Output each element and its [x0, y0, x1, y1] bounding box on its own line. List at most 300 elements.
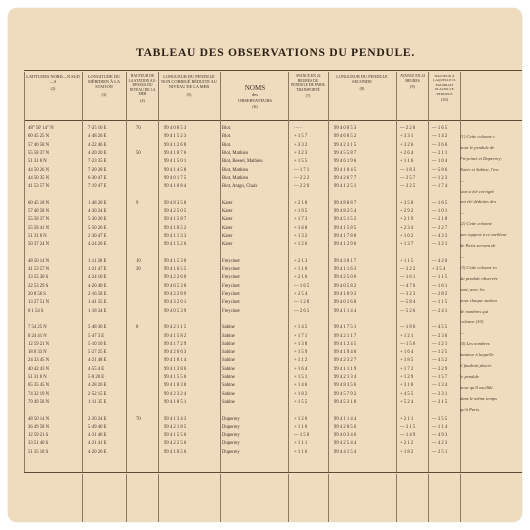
cell-longitude: 4·30 24 E	[88, 209, 107, 214]
cell-pendule-seconde: 99 4 5 3 1 8	[334, 399, 357, 405]
cell-avance: + 1 5 9	[294, 350, 308, 356]
cell-avance: + 1 7 1	[294, 333, 308, 339]
header-longitude-label: LONGITUDE DU MÉRIDIEN À LA STATION	[87, 74, 121, 90]
table-row	[8, 209, 460, 216]
cell-avance: — 1 7 1	[294, 167, 310, 173]
cell-hauteur-placer: — 4 5 5	[432, 325, 448, 331]
cell-longitude: 1·11 20 E	[88, 258, 107, 264]
cell-pendule-seconde: 99 4 1 1 6 3	[334, 267, 357, 273]
cell-hauteur-placer: — 4 5 2	[432, 358, 448, 364]
cell-hauteur-placer: — 2 2 7	[432, 225, 448, 231]
table-row	[8, 242, 460, 249]
cell-observateur: Sabine	[222, 341, 235, 347]
header-latitude-num: (2)	[50, 86, 56, 92]
header-hauteur	[128, 74, 157, 104]
cell-observateur: Sabine	[222, 358, 235, 364]
table-row	[8, 400, 460, 407]
cell-latitude: 36 49 58 N	[28, 424, 49, 430]
cell-avance: + 1 5 7	[294, 134, 308, 140]
cell-longitude: 4·21 48 E	[88, 358, 107, 364]
cell-hauteur: 10	[136, 258, 141, 264]
cell-avance-24h: + 2 1 1	[400, 416, 414, 422]
cell-avance: + 1 4 5	[294, 325, 308, 331]
cell-longueur: 99 4 1 0 8 4	[164, 184, 187, 190]
cell-avance-24h: + 3 5 8	[400, 200, 414, 206]
cell-avance-24h: — 1 4 9	[400, 433, 416, 439]
cell-longueur: 99 4 1 5 8 2	[164, 333, 187, 339]
cell-avance-24h: + 1 6 4	[400, 350, 414, 356]
cell-observateur: Kater	[222, 200, 233, 206]
cell-longitude: 1·18 34 E	[88, 308, 107, 314]
cell-longitude: 2·20 24 E	[88, 416, 107, 422]
cell-avance: — 2 2 0	[294, 184, 310, 190]
cell-hauteur: 70	[136, 126, 141, 131]
header-avance-24h	[398, 74, 427, 90]
cell-hauteur-placer: — 2 5 1	[432, 449, 448, 455]
header-latitude	[26, 74, 80, 92]
header-longueur-pendule-num: (5)	[186, 91, 192, 97]
cell-avance-24h: + 1 1 6	[400, 159, 414, 165]
cell-hauteur-placer: — 2 3 1	[432, 391, 448, 397]
margin-note-line: (3) Cette colonne in	[460, 264, 497, 270]
table-row	[8, 226, 460, 233]
cell-latitude: 44 50 26 N	[28, 167, 49, 173]
table-row	[8, 275, 460, 282]
margin-note-line: qu'à Paris.	[460, 406, 481, 412]
cell-hauteur-placer: — 2 2 9	[432, 366, 448, 372]
margin-note-line: sion a été corrigée	[460, 188, 495, 194]
cell-pendule-seconde: 99 4 2 5 4 4	[334, 441, 357, 447]
cell-observateur: Freycinet	[222, 258, 240, 264]
table-row	[8, 267, 460, 274]
margin-note-line: ont été déduites des	[460, 199, 497, 205]
cell-hauteur-placer: — 1 6 5	[432, 200, 448, 206]
cell-longueur: 99 4 1 8 5 6	[164, 449, 187, 455]
table-row	[8, 450, 460, 457]
header-hauteur-placer-label: HAUTEUR À LAQUELLE IL FAUDRAIT PLACER LE PENDULE	[433, 74, 456, 96]
cell-hauteur-placer: — 1 3 4	[432, 383, 448, 389]
cell-longueur: 99 4 0 1 7 5	[164, 175, 187, 181]
margin-note-line: le pendule	[460, 373, 480, 379]
cell-hauteur-placer: — 5 8 6	[432, 167, 448, 173]
table-row	[8, 176, 460, 183]
cell-longitude: 4·24 20 E	[88, 242, 107, 248]
margin-note-line: colonne (10)	[460, 319, 484, 325]
cell-longitude: 4·21 41 E	[88, 441, 107, 447]
cell-avance-24h: — 1 8 3	[400, 167, 416, 173]
document-page	[8, 8, 522, 522]
header-avance-num: (7)	[305, 93, 311, 99]
cell-longueur: 99 4 1 8 7 6	[164, 150, 187, 156]
cell-observateur: Biot, Mathieu	[222, 167, 249, 173]
cell-longitude: 4·20 20 E	[88, 150, 107, 156]
cell-hauteur-placer: — 1 1 5	[432, 300, 448, 306]
cell-avance: + 1 8 2	[294, 391, 308, 397]
cell-avance: + 1 5 5	[294, 399, 308, 405]
cell-avance-24h: + 2 6 4	[400, 150, 414, 156]
cell-avance-24h: — 3 2 2	[400, 267, 416, 273]
header-longitude-num: (3)	[101, 91, 107, 97]
cell-hauteur-placer: — 3 2 1	[432, 242, 448, 248]
cell-longitude: 5·49 40 E	[88, 424, 107, 430]
table-row	[8, 358, 460, 365]
cell-longitude: 2·16 58 E	[88, 292, 107, 297]
margin-note-line: de nombres qui	[460, 308, 489, 314]
cell-observateur: Kater	[222, 225, 233, 231]
table-row	[8, 383, 460, 390]
cell-pendule-seconde: 99 4 2 1 3 4	[334, 375, 357, 380]
cell-hauteur-placer: — 1 5 7	[432, 375, 448, 380]
cell-longitude: 4·20 20 E	[88, 449, 107, 455]
header-avance-label: AVANCE EN 24 HEURES DU PENDULE DE PARIS TRANSPORTÉ	[291, 74, 325, 92]
cell-observateur: Kater	[222, 217, 233, 223]
header-noms-title: NOMS	[244, 84, 266, 92]
cell-avance-24h: — 3 1 5	[400, 424, 416, 430]
cell-pendule-seconde: 99 4 1 1 4 4	[334, 416, 357, 422]
cell-latitude: 55 58 37 N	[28, 217, 49, 223]
margin-note-line: du pendule observée	[460, 275, 498, 281]
cell-pendule-seconde: 99 4 1 5 8 5	[334, 225, 357, 231]
cell-observateur: Biot, Mathieu	[222, 150, 249, 156]
cell-avance-24h: — 3 2 5	[400, 184, 416, 190]
cell-hauteur-placer: — 1 1 4	[432, 424, 448, 430]
header-latitude-label: LATITUDES NORD—N SUD—S	[26, 74, 80, 85]
cell-longitude: 5·30 20 E	[88, 217, 107, 223]
cell-observateur: Biot, Bessel, Mathieu	[222, 159, 263, 165]
cell-avance-24h: + 1 3 7	[400, 242, 414, 248]
cell-latitude: 0 1 54 S	[28, 308, 44, 314]
header-noms-line2: des	[252, 92, 258, 97]
cell-latitude: 22 53 29 S	[28, 283, 49, 289]
cell-hauteur: 9	[136, 200, 139, 206]
table-row	[8, 201, 460, 208]
cell-observateur: Kater	[222, 242, 233, 248]
cell-pendule-seconde: 99 4 8 8 8 7	[334, 200, 357, 206]
cell-avance: + 1 1 2	[294, 358, 308, 364]
cell-longueur: 99 4 3 2 0 1	[164, 300, 187, 306]
cell-pendule-seconde: 99 4 1 7 5 1	[334, 325, 357, 331]
cell-avance: + 2 1 6	[294, 275, 308, 281]
margin-note-line: —	[460, 330, 465, 336]
cell-avance-24h: — 2 5 7	[400, 175, 416, 181]
cell-longitude: 1·21 47 E	[88, 267, 107, 273]
cell-observateur: Freycinet	[222, 267, 240, 273]
cell-avance: — 2 2 2	[294, 175, 310, 181]
cell-pendule-seconde: 99 4 4 1 5 4	[334, 449, 357, 455]
header-bottom-rule	[24, 120, 522, 121]
cell-latitude: 41 53 57 N	[28, 267, 49, 273]
cell-hauteur-placer: — 2 1 8	[432, 217, 448, 223]
cell-pendule-seconde: 99 4 1 2 4 5	[334, 341, 357, 347]
header-noms	[222, 84, 288, 110]
table-row	[8, 134, 460, 141]
cell-avance-24h: + 3 3 1	[400, 134, 414, 140]
cell-longueur: 99 4 2 5 0 5	[164, 209, 187, 214]
cell-longueur: 99 4 1 6 5 5	[164, 267, 187, 273]
cell-longitude: 5·48 30 E	[88, 325, 107, 331]
cell-latitude: 20 8 56 S	[28, 292, 46, 297]
cell-pendule-seconde: 99 4 1 2 5 1	[334, 184, 357, 190]
header-hauteur-num: (4)	[140, 97, 145, 103]
cell-latitude: 74 32 19 N	[28, 391, 49, 397]
cell-longueur: 99 4 6 5 3 8	[164, 283, 187, 289]
margin-note-line: —	[460, 177, 465, 183]
cell-longitude: 4·20 40 E	[88, 283, 107, 289]
cell-latitude: 7 54 25 N	[28, 325, 47, 331]
table-row	[8, 309, 460, 316]
cell-observateur: Duperrey	[222, 449, 240, 455]
cell-longueur: 99 4 1 5 0 1	[164, 159, 187, 165]
cell-pendule-seconde: 99 4 6 1 9 6	[334, 159, 357, 165]
cell-longitude: 4·48 26 E	[88, 134, 107, 140]
header-longueur-pendule-label: LONGUEUR DU PENDULE NON CORRIGÉ RÉDUITE AU NIVEAU DE LA MER	[161, 74, 217, 90]
cell-avance: + 1 1 0	[294, 267, 308, 273]
cell-observateur: Duperrey	[222, 424, 240, 430]
cell-avance: + 1 1 1	[294, 441, 308, 447]
cell-hauteur-placer: — 1 0 4	[432, 159, 448, 165]
header-avance	[290, 74, 326, 99]
cell-pendule-seconde: 99 4 5 1 5 2	[334, 217, 357, 223]
cell-latitude: 48 50 14 N	[28, 416, 49, 422]
cell-longitude: 4·28 26 E	[88, 383, 107, 389]
cell-pendule-seconde: 99 4 1 8 9 3	[334, 292, 357, 297]
table-row	[8, 417, 460, 424]
cell-hauteur-placer: — 1 7 4	[432, 184, 448, 190]
cell-hauteur-placer: — 2 4 1	[432, 308, 448, 314]
cell-longueur: 99 4 1 5 5 6	[164, 375, 187, 380]
table-row	[8, 350, 460, 357]
cell-longitude: 5·10 10 E	[88, 341, 107, 347]
cell-longueur: 99 4 1 5 2 6	[164, 242, 187, 248]
cell-avance-24h: + 2 3 4	[400, 225, 414, 231]
cell-longitude: 5·47 3 E	[88, 333, 105, 339]
table-row	[8, 425, 460, 432]
cell-avance: + 1 7 3	[294, 217, 308, 223]
table-row	[8, 433, 460, 440]
cell-latitude: 60 45 25 N	[28, 134, 49, 140]
cell-longitude: 1·11 35 E	[88, 399, 107, 405]
cell-longueur: 99 4 1 4 5 8	[164, 167, 187, 173]
cell-longueur: 99 4 1 8 5 2	[164, 225, 187, 231]
cell-avance-24h: + 2 9 2	[400, 209, 414, 214]
cell-longueur: 99 4 2 2 6 0	[164, 275, 187, 281]
cell-pendule-seconde: 99 4 8 2 5 4	[334, 209, 357, 214]
cell-avance: — 1 2 8	[294, 300, 310, 306]
cell-longitude: 4·24 10 E	[88, 275, 107, 281]
cell-longitude: 1·41 35 E	[88, 300, 107, 306]
cell-hauteur-placer: — 3 6 6	[432, 142, 448, 148]
cell-hauteur-placer: — 4 2 6	[432, 258, 448, 264]
cell-longitude: 2·52 15 E	[88, 391, 107, 397]
cell-avance: + 1 3 2	[294, 233, 308, 239]
margin-note-line: (2) Cette colonne	[460, 221, 492, 227]
cell-latitude: 48° 50' 14" N	[28, 126, 54, 131]
cell-avance: + 2 1 8	[294, 200, 308, 206]
cell-longueur: 99 4 1 8 3 8	[164, 383, 187, 389]
footer-sep-6	[328, 474, 329, 522]
table-row	[8, 408, 460, 415]
cell-longueur: 99 4 2 1 8 5	[164, 424, 187, 430]
cell-avance: + 1 9 5	[294, 209, 308, 214]
header-hauteur-label: HAUTEUR DE LA STATION AU-DESSUS DU NIVEAU DE LA MER	[128, 74, 157, 97]
cell-hauteur-placer: — 2 1 1	[432, 150, 448, 156]
cell-latitude: 41 53 57 N	[28, 184, 49, 190]
cell-pendule-seconde: 99 4 2 3 2 7	[334, 358, 357, 364]
table-row	[8, 217, 460, 224]
cell-observateur: Freycinet	[222, 300, 240, 306]
table-row	[8, 251, 460, 258]
cell-latitude: 33 55 30 S	[28, 275, 49, 281]
cell-observateur: Sabine	[222, 375, 235, 380]
cell-observateur: Kater	[222, 209, 233, 214]
cell-observateur: Duperrey	[222, 441, 240, 447]
table-row	[8, 168, 460, 175]
cell-longueur: 99 4 8 3 5 8	[164, 200, 187, 206]
margin-note-line: —	[460, 210, 465, 216]
margin-note-line: de Paris servant de	[460, 243, 496, 249]
cell-hauteur-placer: — 2 8 2	[432, 292, 448, 297]
table-row	[8, 392, 460, 399]
cell-longueur: 99 4 1 8 1 4	[164, 358, 187, 364]
cell-observateur: Sabine	[222, 366, 235, 372]
cell-avance-24h: — 5 2 6	[400, 308, 416, 314]
header-noms-line3: OBSERVATEURS	[238, 98, 272, 103]
cell-pendule-seconde: 99 4 0 3 4 6	[334, 433, 357, 439]
cell-avance: — 2 6 5	[294, 308, 310, 314]
header-longueur-pendule	[160, 74, 218, 97]
cell-avance-24h: + 1 8 5	[400, 358, 414, 364]
cell-longueur: 99 4 1 3 8 6	[164, 366, 187, 372]
cell-longueur: 99 4 2 2 8 9	[164, 292, 187, 297]
cell-avance-24h: + 5 2 4	[400, 399, 414, 405]
cell-pendule-seconde: 99 4 1 1 1 9	[334, 366, 357, 372]
cell-pendule-seconde: 99 4 1 1 4 4	[334, 308, 357, 314]
table-row	[8, 151, 460, 158]
cell-hauteur-placer: — 1 1 5	[432, 275, 448, 281]
cell-latitude: 18 0 33 N	[28, 350, 47, 356]
cell-observateur: Biot.	[222, 142, 232, 148]
cell-longueur: 99 4 1 5 3 0	[164, 258, 187, 264]
cell-avance: + 1 5 5	[294, 159, 308, 165]
cell-avance-24h: — 1 8 6	[400, 325, 416, 331]
cell-longueur: 99 4 1 8 5 1	[164, 399, 187, 405]
cell-hauteur-placer: — 4 9 3	[432, 433, 448, 439]
table-row	[8, 375, 460, 382]
cell-avance-24h: + 2 1 2	[400, 441, 414, 447]
cell-longueur: 99 4 2 6 6 3	[164, 350, 187, 356]
cell-avance: + 1 2 6	[294, 242, 308, 248]
cell-avance-24h: — 3 2 3	[400, 292, 416, 297]
table-row	[8, 367, 460, 374]
cell-latitude: 48 50 14 N	[28, 258, 49, 264]
table-row	[8, 143, 460, 150]
cell-hauteur: 50	[136, 150, 141, 156]
table-row	[8, 192, 460, 199]
cell-longueur: 99 4 0 8 5 3	[164, 126, 187, 131]
cell-pendule-seconde: 99 4 0 8 5 3	[334, 126, 357, 131]
margin-note-line: hauteur à laquelle	[460, 352, 494, 358]
cell-longueur: 99 4 1 2 6 8	[164, 142, 187, 148]
cell-longueur: 99 4 0 5 3 9	[164, 308, 187, 314]
cell-hauteur-placer: — 3 1 5	[432, 399, 448, 405]
cell-hauteur-placer: — 1 6 1	[432, 283, 448, 289]
cell-hauteur-placer: — 1 4 2	[432, 134, 448, 140]
cell-avance: + 1 1 6	[294, 449, 308, 455]
table-row	[8, 284, 460, 291]
cell-latitude: 51 35 18 S	[28, 449, 49, 455]
footer-sep-2	[126, 474, 127, 522]
cell-pendule-seconde: 99 4 2 3 1 5	[334, 142, 357, 148]
cell-latitude: 51 31 8 N	[28, 375, 47, 380]
cell-avance-24h: — 5 8 4	[400, 300, 416, 306]
cell-longitude: 4·55 4 E	[88, 366, 105, 372]
cell-avance: + 1 1 0	[294, 424, 308, 430]
cell-avance: + 1 6 4	[294, 366, 308, 372]
cell-pendule-seconde: 99 4 0 1 6 8	[334, 300, 357, 306]
footer-sep-5	[288, 474, 289, 522]
cell-longueur: 99 4 2 1 1 5	[164, 325, 187, 331]
cell-avance: — 1 5 0	[294, 433, 310, 439]
cell-latitude: 57 40 58 N	[28, 209, 49, 214]
cell-hauteur-placer: — 1 2 5	[432, 350, 448, 356]
cell-hauteur-placer: — 4 2 3	[432, 441, 448, 447]
cell-avance-24h: + 1 2 1	[400, 333, 414, 339]
cell-avance-24h: + 3 2 6	[400, 142, 414, 148]
cell-pendule-seconde: 99 4 5 5 8 7	[334, 150, 357, 156]
table-row	[8, 234, 460, 241]
cell-longitude: 2·30 47 E	[88, 233, 107, 239]
cell-avance-24h: — 1 5 6	[400, 341, 416, 347]
cell-longueur: 99 4 1 5 5 6	[164, 433, 187, 439]
cell-avance: — 1 6 5	[294, 283, 310, 289]
cell-longitude: 5·50 20 E	[88, 225, 107, 231]
header-top-rule	[24, 70, 522, 71]
cell-observateur: Biot, Arago, Chaix	[222, 184, 258, 190]
cell-pendule-seconde: 99 4 2 1 1 7	[334, 333, 357, 339]
table-row	[8, 292, 460, 299]
footer-sep-3	[158, 474, 159, 522]
margin-note-line: dans le même temps	[460, 395, 497, 401]
cell-longitude: 7·25 10 E	[88, 126, 107, 131]
footer-sep-7	[396, 474, 397, 522]
cell-observateur: Kater	[222, 233, 233, 239]
cell-latitude: 40 42 43 N	[28, 366, 49, 372]
cell-latitude: 60 45 18 N	[28, 200, 49, 206]
cell-observateur: Freycinet	[222, 292, 240, 297]
cell-avance-24h: + 1 7 2	[400, 366, 414, 372]
cell-observateur: Biot.	[222, 126, 232, 131]
cell-longitude: 1·48 20 E	[88, 200, 107, 206]
cell-observateur: Sabine	[222, 350, 235, 356]
header-avance-24h-label: AVANCE EN 24 HEURES	[400, 74, 425, 83]
cell-avance: + 2 5 4	[294, 292, 308, 297]
cell-avance: + 1 2 0	[294, 416, 308, 422]
cell-longueur: 99 4 2 3 2 4	[164, 391, 187, 397]
cell-avance: + 3 3 2	[294, 142, 308, 148]
cell-longitude: 5·27 25 E	[88, 350, 107, 356]
header-avance-24h-num: (9)	[410, 84, 415, 90]
margin-note-line: pour le pendule de	[460, 144, 495, 150]
page-title: TABLEAU DES OBSERVATIONS DU PENDULE.	[136, 46, 415, 59]
cell-hauteur-placer: — 1 2 1	[432, 341, 448, 347]
cell-hauteur-placer: — 1 6 5	[432, 126, 448, 131]
footer-sep-9	[460, 474, 461, 522]
cell-latitude: 79 49 58 N	[28, 399, 49, 405]
cell-hauteur-placer: + 3 5 4	[432, 267, 446, 273]
cell-observateur: Freycinet	[222, 308, 240, 314]
cell-longitude: 4·22 46 E	[88, 142, 107, 148]
cell-hauteur-placer: — 2 3 6	[432, 333, 448, 339]
